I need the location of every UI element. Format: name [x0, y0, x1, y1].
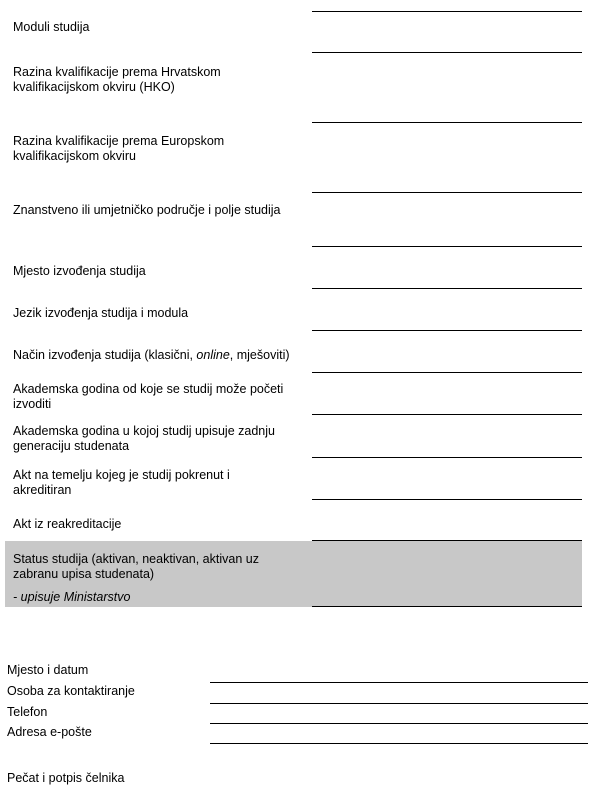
row-note: - upisuje Ministarstvo [13, 590, 131, 604]
contact-person-line[interactable] [210, 703, 588, 704]
row-label: Status studija (aktivan, neaktivan, aktivan uz zabranu upisa studenata) [13, 552, 259, 581]
row-label: Akademska godina u kojoj studij upisuje zadnju generaciju studenata [13, 424, 275, 453]
place-date-label: Mjesto i datum [7, 663, 89, 677]
row-label-part: , mješoviti) [229, 348, 290, 362]
row-label: Moduli studija [13, 20, 90, 34]
phone-label: Telefon [7, 705, 48, 719]
seal-signature-label: Pečat i potpis čelnika [7, 771, 125, 785]
phone-line[interactable] [210, 723, 588, 724]
row-label-part: Način izvođenja studija (klasični, [13, 348, 197, 362]
row-label: Mjesto izvođenja studija [13, 264, 146, 278]
row-label: Akt na temelju kojeg je studij pokrenut i akreditiran [13, 468, 230, 497]
row-label: Razina kvalifikacije prema Hrvatskom kvalifikacijskom okviru (HKO) [13, 65, 221, 94]
place-date-line[interactable] [210, 682, 588, 683]
row-label: Znanstveno ili umjetničko područje i polje studija [13, 203, 281, 217]
row-label-italic: online [196, 348, 230, 362]
row-label: Razina kvalifikacije prema Europskom kvalifikacijskom okviru [13, 134, 225, 163]
row-label: Jezik izvođenja studija i modula [13, 306, 189, 320]
row-label: Akt iz reakreditacije [13, 517, 122, 531]
email-line[interactable] [210, 743, 588, 744]
row-label: Akademska godina od koje se studij može početi izvoditi [13, 382, 284, 411]
contact-person-label: Osoba za kontaktiranje [7, 684, 135, 698]
email-label: Adresa e-pošte [7, 725, 92, 739]
